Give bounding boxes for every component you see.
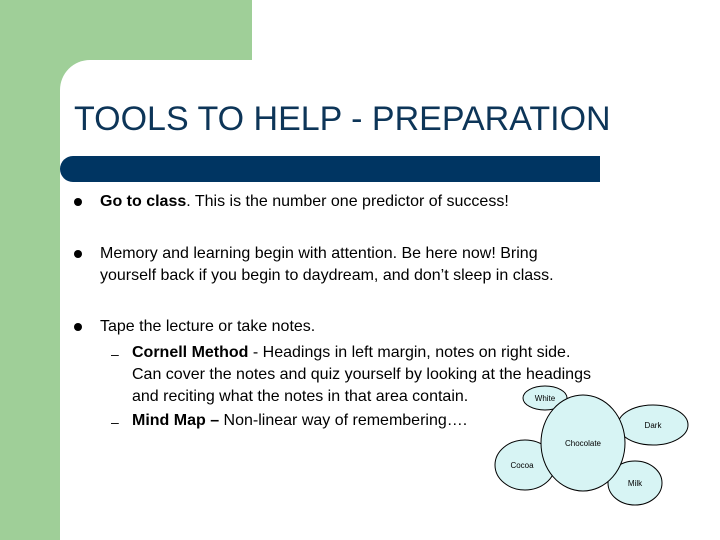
label-chocolate: Chocolate xyxy=(564,439,602,448)
label-milk: Milk xyxy=(627,479,643,488)
bullet-3: Tape the lecture or take notes. xyxy=(100,318,316,335)
bullet-2-line-2: yourself back if you begin to daydream, and don’t sleep in class. xyxy=(100,267,554,284)
cornell-bold: Cornell Method xyxy=(132,344,249,361)
label-white: White xyxy=(534,394,556,403)
bullet-2-line-1: Memory and learning begin with attention. Be here now! Bring xyxy=(100,245,538,262)
sub-bullet-dash: – xyxy=(111,346,119,362)
cornell-line-3: and reciting what the notes in that area contain. xyxy=(132,388,469,405)
bullet-1-bold: Go to class xyxy=(100,193,187,210)
slide-title: TOOLS TO HELP - PREPARATION xyxy=(74,100,611,138)
mind-map-bold: Mind Map – xyxy=(132,412,220,429)
cornell-line-2: Can cover the notes and quiz yourself by looking at the headings xyxy=(132,366,591,383)
sub-bullet-dash: – xyxy=(111,414,119,430)
cornell-line-1: - Headings in left margin, notes on right side. xyxy=(248,344,571,361)
label-dark: Dark xyxy=(644,421,662,430)
mind-map-text: Non-linear way of remembering…. xyxy=(219,412,468,429)
label-cocoa: Cocoa xyxy=(510,461,534,470)
bullet-1-text: . This is the number one predictor of success! xyxy=(186,193,509,210)
